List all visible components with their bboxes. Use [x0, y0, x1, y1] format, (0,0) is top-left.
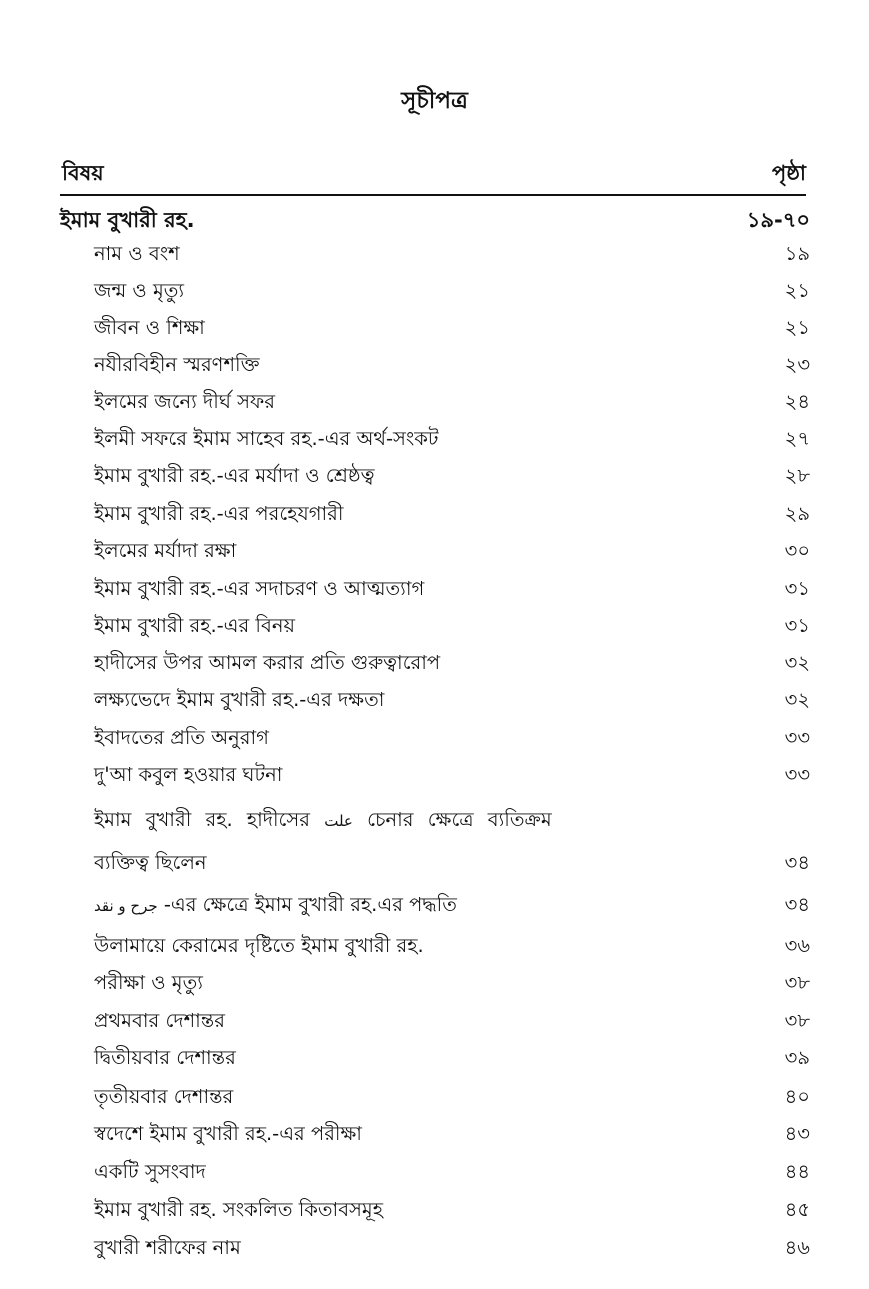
entry-title: ইলমী সফরে ইমাম সাহেব রহ.-এর অর্থ-সংকট [94, 427, 439, 450]
entry-title: তৃতীয়বার দেশান্তর [94, 1085, 234, 1108]
entry-title: ইমাম বুখারী রহ.-এর সদাচরণ ও আত্মত্যাগ [94, 577, 425, 600]
toc-entry [60, 757, 810, 793]
entry-page: ৩৬ [784, 934, 810, 957]
entry-page: ৪০ [784, 1085, 810, 1108]
entry-title-part: -এর ক্ষেত্রে ইমাম বুখারী রহ.এর পদ্ধতি [163, 893, 457, 916]
entry-title: ইমাম বুখারী রহ. সংকলিত কিতাবসমূহ [94, 1198, 384, 1221]
toc-entry [60, 682, 810, 718]
entry-page: ৩৩ [784, 763, 810, 786]
entry-page: ২১ [784, 279, 810, 302]
entry-title: লক্ষ্যভেদে ইমাম বুখারী রহ.-এর দক্ষতা [94, 688, 385, 711]
entry-page: ২৮ [784, 464, 810, 487]
entry-page: ৪৩ [784, 1122, 810, 1145]
entry-page: ৩১ [784, 577, 810, 600]
entry-title [94, 891, 457, 923]
toc-entry [60, 1230, 810, 1266]
entry-title: ইলমের জন্যে দীর্ঘ সফর [94, 390, 275, 413]
toc-entry [60, 533, 810, 569]
entry-page: ৩২ [784, 688, 810, 711]
entry-title: ইবাদতের প্রতি অনুরাগ [94, 726, 269, 749]
entry-title: জীবন ও শিক্ষা [94, 316, 205, 339]
entry-title: ইমাম বুখারী রহ.-এর বিনয় [94, 614, 295, 637]
toc-entry [60, 571, 810, 607]
entry-title: ইমাম বুখারী রহ.-এর পরহেযগারী [94, 502, 344, 525]
toc-entry [60, 608, 810, 644]
toc-main-entry [60, 200, 810, 236]
toc-entry [60, 1040, 810, 1076]
toc-entry [60, 965, 810, 1001]
entry-title: দ্বিতীয়বার দেশান্তর [94, 1046, 236, 1069]
entry-title: নযীরবিহীন স্মরণশক্তি [94, 353, 260, 376]
entry-page: ৩৮ [784, 1009, 810, 1032]
entry-title: হাদীসের উপর আমল করার প্রতি গুরুত্বারোপ [94, 651, 441, 674]
arabic-term: جرح و نقد [94, 897, 158, 915]
entry-title [94, 806, 552, 838]
toc-entry [60, 236, 810, 272]
entry-page: ৩৮ [784, 971, 810, 994]
toc-entry [60, 273, 810, 309]
toc-header [60, 160, 806, 196]
entry-page: ২৩ [784, 353, 810, 376]
entry-page: ৩০ [784, 539, 810, 562]
toc-entry [60, 421, 810, 457]
entry-title-part: ইমাম বুখারী রহ. হাদীসের [94, 808, 311, 831]
toc-entry [60, 928, 810, 964]
arabic-term: علت [324, 812, 353, 830]
toc-entry [60, 347, 810, 383]
entry-title: একটি সুসংবাদ [94, 1160, 206, 1183]
entry-title: ইমাম বুখারী রহ. [60, 208, 195, 232]
entry-page: ২৭ [784, 427, 810, 450]
entry-page: ৩১ [784, 614, 810, 637]
toc-entry [60, 310, 810, 346]
entry-page: ২৪ [784, 390, 810, 413]
entry-page: ৩৪ [784, 851, 810, 874]
entry-title: বুখারী শরীফের নাম [94, 1236, 241, 1259]
toc-entry [60, 645, 810, 681]
toc-entry [60, 887, 810, 923]
entry-page: ২১ [784, 316, 810, 339]
entry-page: ২৯ [784, 502, 810, 525]
entry-title: জন্ম ও মৃত্যু [94, 279, 185, 302]
entry-page: ১৯-৭০ [746, 208, 810, 232]
toc-entry [60, 1003, 810, 1039]
entry-title-part: চেনার ক্ষেত্রে ব্যতিক্রম [367, 808, 552, 831]
subject-column-header: বিষয় [62, 161, 104, 185]
toc-entry [60, 1192, 810, 1228]
entry-page: ৪৫ [784, 1198, 810, 1221]
toc-entry [60, 720, 810, 756]
entry-title: দু'আ কবুল হওয়ার ঘটনা [94, 763, 283, 786]
entry-page: ৩৪ [784, 893, 810, 916]
entry-title: পরীক্ষা ও মৃত্যু [94, 971, 203, 994]
entry-page: ৩৯ [784, 1046, 810, 1069]
toc-entry [60, 458, 810, 494]
toc-entry [60, 1154, 810, 1190]
toc-entry-wrapped-line2 [60, 845, 810, 881]
entry-page: ৪৪ [784, 1160, 810, 1183]
entry-title: স্বদেশে ইমাম বুখারী রহ.-এর পরীক্ষা [94, 1122, 362, 1145]
entry-title: নাম ও বংশ [94, 242, 180, 265]
entry-page: ৪৬ [784, 1236, 810, 1259]
page-column-header: পৃষ্ঠা [771, 161, 806, 185]
toc-entry-wrapped-line1 [60, 802, 810, 838]
toc-entry [60, 496, 810, 532]
entry-page: ৩৩ [784, 726, 810, 749]
page-title: সূচীপত্র [401, 88, 468, 114]
entry-title: ইমাম বুখারী রহ.-এর মর্যাদা ও শ্রেষ্ঠত্ব [94, 464, 375, 487]
entry-title: প্রথমবার দেশান্তর [94, 1009, 225, 1032]
entry-title: ব্যক্তিত্ব ছিলেন [94, 851, 207, 874]
entry-title: উলামায়ে কেরামের দৃষ্টিতে ইমাম বুখারী রহ. [94, 934, 424, 957]
entry-page: ১৯ [784, 242, 810, 265]
entry-title: ইলমের মর্যাদা রক্ষা [94, 539, 237, 562]
toc-entry [60, 1079, 810, 1115]
toc-entry [60, 384, 810, 420]
entry-page: ৩২ [784, 651, 810, 674]
toc-entry [60, 1116, 810, 1152]
